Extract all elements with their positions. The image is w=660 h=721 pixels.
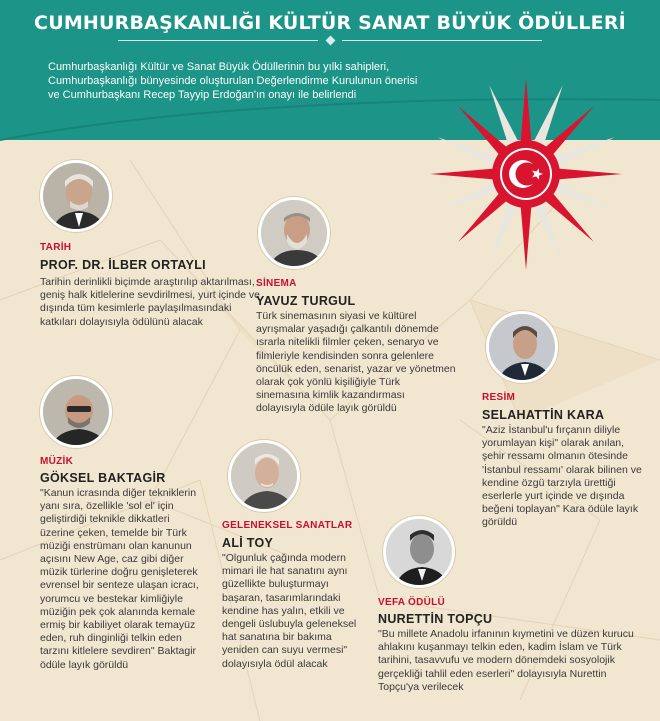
emblem-ray	[430, 168, 497, 179]
award-name-ali-toy: ALİ TOY	[222, 536, 274, 550]
award-category-geleneksel-sanatlar: GELENEKSEL SANATLAR	[222, 520, 353, 531]
award-description-nurettin-topcu: "Bu millete Anadolu irfanının kıymetini ve düzen kurucu ahlakını kuşanmayı telkin eden, kadim İslam ve Türk tarihini, tasavvufu ve modern dönemdeki sosyolojik gerçekliği tahlil eden eserleri" dolayısıyla Nurettin Topçu'ya verilecek	[378, 628, 634, 693]
award-category-sinema: SİNEMA	[256, 278, 297, 289]
intro-text: Cumhurbaşkanlığı Kültür ve Sanat Büyük Ödüllerinin bu yılki sahipleri, Cumhurbaşkanlığı bünyesinde oluşturulan Değerlendirme Kurulunun önerisi ve Cumhurbaşkanı Recep Tayyip Erdoğan'ın onayı ile belirlendi	[48, 61, 418, 101]
title-divider-left	[118, 40, 318, 41]
award-name-selahattin-kara: SELAHATTİN KARA	[482, 408, 605, 422]
portrait-selahattin-kara	[486, 311, 558, 383]
award-description-ilber-ortayli: Tarihin derinlikli biçimde araştırılıp aktarılması, geniş halk kitlelerine sevdirilmesi, yurt içinde ve dışında tüm kesimlerle paylaşılmasındaki katkıları dolayısıyla ödülünü alacak	[40, 276, 261, 328]
award-description-yavuz-turgul: Türk sinemasının siyasi ve kültürel ayrışmalar yaşadığı çalkantılı dönemde ısrarla nitelikli filmler çeken, senaryo ve filmleriyle kendisinden sonra gelenlere öncülük eden, senarist, yazar ve yönetmen olarak çok yönlü kişiliğiyle Türk sinemasına kimlik kazandırması dolayısıyla ödüle layık görüldü	[256, 310, 456, 415]
award-name-goksel-baktagir: GÖKSEL BAKTAGİR	[40, 471, 166, 485]
award-category-vefa-odulu: VEFA ÖDÜLÜ	[378, 597, 446, 608]
portrait-goksel-baktagir	[40, 376, 112, 448]
award-description-selahattin-kara: "Aziz İstanbul'u fırçanın diliyle yorumlayan kişi" olarak anılan, şehir ressamı olmanın ötesinde 'İstanbul ressamı' olarak bilinen ve kendine özgü tarzıyla ürettiği eserlerle yurt içinde ve dışında beğeni toplayan" Kara ödüle layık görüldü	[482, 424, 642, 529]
award-description-goksel-baktagir: "Kanun icrasında diğer tekniklerin yanı sıra, özellikle 'sol el' için geliştirdiği teknikle dikkatleri üzerine çeken, temelde bir Türk müziği enstrümanı olan kanunun açısını New Age, caz gibi diğer müzik türlerine doğru genişleterek evrensel bir senteze ulaşan icracı, yorumcu ve bestekar kimliğiyle müziğin pek çok alanında kemale ermiş bir kabiliyet olarak temayüz eden, ruh dinginliği telkin eden tarzını kitlelere sevdiren" Baktagir ödüle layık görüldü	[40, 487, 199, 671]
portrait-ilber-ortayli	[40, 160, 112, 232]
award-category-muzik: MÜZİK	[40, 456, 74, 467]
portrait-nurettin-topcu	[383, 516, 455, 588]
award-category-resim: RESİM	[482, 392, 516, 403]
emblem-ray	[555, 168, 622, 179]
emblem-ray	[520, 203, 531, 270]
title-divider-right	[342, 40, 542, 41]
portrait-ali-toy	[228, 440, 300, 512]
award-name-ilber-ortayli: PROF. DR. İLBER ORTAYLI	[40, 258, 206, 272]
award-name-nurettin-topcu: NURETTİN TOPÇU	[378, 612, 493, 626]
portrait-yavuz-turgul	[258, 197, 330, 269]
award-category-tarih: TARİH	[40, 242, 72, 253]
award-name-yavuz-turgul: YAVUZ TURGUL	[256, 294, 356, 308]
award-description-ali-toy: "Olgunluk çağında modern mimari ile hat sanatını aynı güzellikte buluşturmayı başaran, tasarımlarındaki kendine has yalın, etkili ve dengeli üslubuyla geleneksel hat sanatına bir bakıma yeniden can suyu vermesi" dolayısıyla ödül alacak	[222, 552, 357, 670]
emblem-ray	[520, 78, 531, 145]
presidential-emblem-icon	[428, 76, 624, 272]
page-title: CUMHURBAŞKANLIĞI KÜLTÜR SANAT BÜYÜK ÖDÜLLERİ	[34, 12, 626, 34]
